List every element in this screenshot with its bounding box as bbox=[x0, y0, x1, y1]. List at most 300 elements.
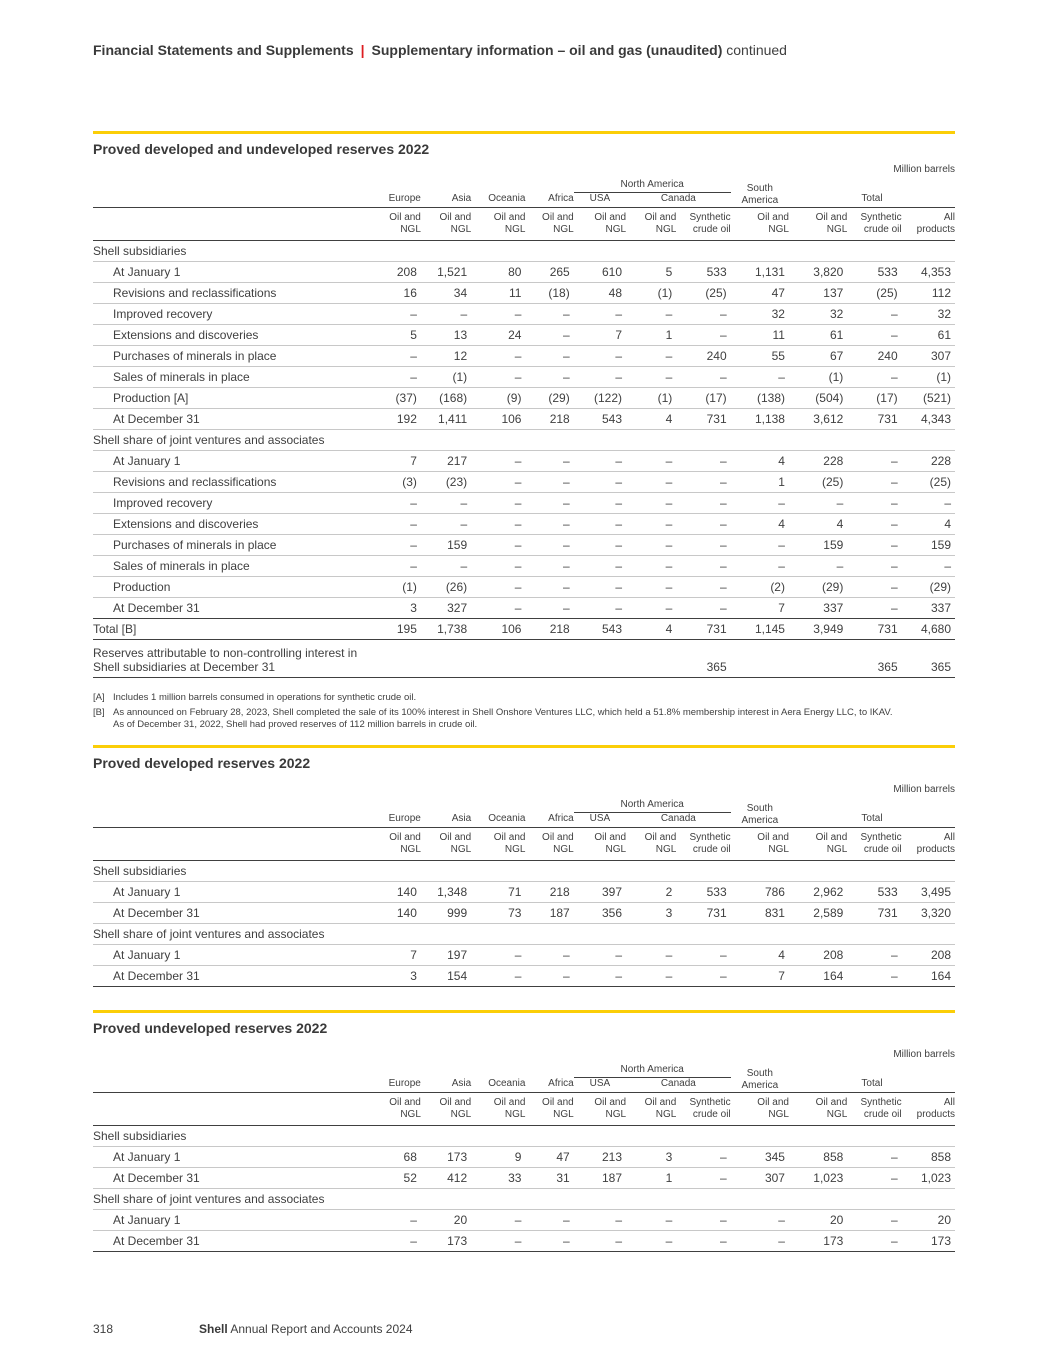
group-row bbox=[93, 241, 955, 262]
product-header bbox=[574, 1093, 626, 1126]
table-cell: 365 bbox=[847, 640, 901, 678]
row-label: Sales of minerals in place bbox=[93, 556, 365, 577]
table-cell: 337 bbox=[902, 598, 955, 619]
header-spacer bbox=[93, 798, 365, 813]
table-cell: – bbox=[471, 367, 525, 388]
table-cell: 137 bbox=[789, 283, 847, 304]
table-cell: – bbox=[421, 493, 471, 514]
table-cell: – bbox=[847, 325, 901, 346]
product-header bbox=[525, 1093, 573, 1126]
region-header: Oceania bbox=[488, 1078, 526, 1089]
table-cell: 55 bbox=[731, 346, 789, 367]
nci-row bbox=[93, 640, 955, 678]
table-cell: 106 bbox=[471, 619, 525, 640]
table-cell: 16 bbox=[365, 283, 421, 304]
table-cell: – bbox=[626, 945, 676, 966]
product-header bbox=[789, 828, 847, 861]
table-row bbox=[93, 577, 955, 598]
header-spacer bbox=[93, 1093, 365, 1126]
table-cell: 187 bbox=[525, 903, 573, 924]
table-cell: 4,343 bbox=[902, 409, 955, 430]
region-header: Africa bbox=[548, 1078, 574, 1089]
units-label: Million barrels bbox=[893, 784, 955, 795]
table-cell: – bbox=[731, 1231, 789, 1252]
table-cell: 4 bbox=[731, 945, 789, 966]
header-section: Financial Statements and Supplements bbox=[93, 42, 354, 58]
row-label: At January 1 bbox=[93, 882, 365, 903]
product-header bbox=[471, 208, 525, 241]
table-cell: 32 bbox=[902, 304, 955, 325]
table-cell: 4,680 bbox=[902, 619, 955, 640]
table-cell: 32 bbox=[731, 304, 789, 325]
product-header bbox=[421, 208, 471, 241]
table-cell: – bbox=[471, 577, 525, 598]
table-cell: 1,411 bbox=[421, 409, 471, 430]
table-cell: (25) bbox=[676, 283, 730, 304]
table-cell: 1,348 bbox=[421, 882, 471, 903]
table-cell: 543 bbox=[574, 409, 626, 430]
product-label: Oil and bbox=[644, 212, 677, 223]
footnote-text-cont: As of December 31, 2022, Shell had proved reserves of 112 million barrels in crude oil. bbox=[113, 719, 478, 730]
product-label: Oil and bbox=[757, 832, 789, 843]
table-cell: 106 bbox=[471, 409, 525, 430]
region-header-south-america bbox=[731, 178, 789, 208]
table-cell bbox=[574, 640, 626, 678]
region-header-south-america bbox=[731, 1063, 789, 1093]
product-header bbox=[626, 828, 676, 861]
table-cell: 187 bbox=[574, 1168, 626, 1189]
table-cell: (29) bbox=[525, 388, 573, 409]
north-america-header: North America bbox=[574, 1063, 731, 1078]
table-cell: – bbox=[676, 577, 730, 598]
section-title: Proved developed reserves 2022 bbox=[93, 755, 311, 771]
table-cell: – bbox=[525, 556, 573, 577]
table-cell: 2,962 bbox=[789, 882, 847, 903]
product-label: crude oil bbox=[863, 224, 902, 235]
table-cell: 159 bbox=[789, 535, 847, 556]
product-header bbox=[789, 1093, 847, 1126]
table-cell: – bbox=[574, 451, 626, 472]
group-label: Shell share of joint ventures and associates bbox=[93, 430, 955, 451]
product-header bbox=[902, 208, 955, 241]
table-cell bbox=[365, 640, 421, 678]
table-cell: 3 bbox=[365, 598, 421, 619]
region-header: USA bbox=[589, 1078, 611, 1089]
table-cell: 731 bbox=[676, 409, 730, 430]
product-header bbox=[847, 1093, 901, 1126]
group-row bbox=[93, 924, 955, 945]
table-cell: 2,589 bbox=[789, 903, 847, 924]
table-cell: 164 bbox=[789, 966, 847, 987]
table-cell: 1,738 bbox=[421, 619, 471, 640]
table-cell: 1,521 bbox=[421, 262, 471, 283]
table-cell: 154 bbox=[421, 966, 471, 987]
table-cell: 48 bbox=[574, 283, 626, 304]
table-cell: 1,138 bbox=[731, 409, 789, 430]
table-cell: – bbox=[676, 325, 730, 346]
table-cell: (17) bbox=[847, 388, 901, 409]
table-cell: – bbox=[847, 472, 901, 493]
table-row bbox=[93, 493, 955, 514]
region-header: Asia bbox=[451, 813, 472, 824]
table-cell: – bbox=[574, 304, 626, 325]
table-cell: 218 bbox=[525, 619, 573, 640]
group-row bbox=[93, 1189, 955, 1210]
table-cell: – bbox=[626, 1210, 676, 1231]
table-cell: – bbox=[574, 966, 626, 987]
footnote-tag: [A] bbox=[93, 692, 105, 703]
table-cell: – bbox=[574, 1231, 626, 1252]
table-row bbox=[93, 514, 955, 535]
product-label: NGL bbox=[605, 224, 627, 235]
table-cell: 412 bbox=[421, 1168, 471, 1189]
region-header-south-america bbox=[731, 798, 789, 828]
page-number: 318 bbox=[93, 1322, 114, 1336]
table-cell: 4 bbox=[731, 514, 789, 535]
table-cell: 61 bbox=[902, 325, 955, 346]
table-cell: – bbox=[731, 1210, 789, 1231]
table-cell: 337 bbox=[789, 598, 847, 619]
group-label: Shell subsidiaries bbox=[93, 861, 955, 882]
table-cell: (18) bbox=[525, 283, 573, 304]
table-cell: 228 bbox=[789, 451, 847, 472]
header-spacer bbox=[93, 208, 365, 241]
row-label: Sales of minerals in place bbox=[93, 367, 365, 388]
table-cell: – bbox=[847, 304, 901, 325]
region-header: Total bbox=[861, 1078, 883, 1089]
product-label: Synthetic bbox=[689, 832, 731, 843]
reserves-table bbox=[93, 1063, 955, 1252]
table-cell: 11 bbox=[731, 325, 789, 346]
row-label: Improved recovery bbox=[93, 493, 365, 514]
header-spacer bbox=[93, 178, 365, 193]
table-cell: (9) bbox=[471, 388, 525, 409]
table-cell: – bbox=[626, 535, 676, 556]
table-cell: – bbox=[626, 577, 676, 598]
group-row bbox=[93, 861, 955, 882]
table-cell: – bbox=[676, 1231, 730, 1252]
row-label: At December 31 bbox=[93, 903, 365, 924]
table-cell: 610 bbox=[574, 262, 626, 283]
table-cell: – bbox=[626, 966, 676, 987]
table-cell: 327 bbox=[421, 598, 471, 619]
product-label: Synthetic bbox=[860, 212, 902, 223]
product-label: Oil and bbox=[439, 1097, 472, 1108]
footnote-text: Includes 1 million barrels consumed in operations for synthetic crude oil. bbox=[113, 692, 417, 703]
product-label: All bbox=[943, 1097, 955, 1108]
table-cell: 47 bbox=[525, 1147, 573, 1168]
table-cell: 68 bbox=[365, 1147, 421, 1168]
product-header bbox=[626, 208, 676, 241]
table-cell: 356 bbox=[574, 903, 626, 924]
product-header bbox=[789, 208, 847, 241]
table-cell: 159 bbox=[421, 535, 471, 556]
table-cell: – bbox=[847, 598, 901, 619]
table-cell: (26) bbox=[421, 577, 471, 598]
footer-report: Annual Report and Accounts 2024 bbox=[230, 1322, 413, 1336]
table-cell: 4 bbox=[902, 514, 955, 535]
table-cell: 533 bbox=[676, 262, 730, 283]
table-row bbox=[93, 451, 955, 472]
table-cell: – bbox=[421, 304, 471, 325]
row-label: Revisions and reclassifications bbox=[93, 283, 365, 304]
table-cell: – bbox=[676, 535, 730, 556]
table-cell: – bbox=[676, 514, 730, 535]
product-label: Synthetic bbox=[860, 832, 902, 843]
table-row bbox=[93, 409, 955, 430]
row-label-line: Shell subsidiaries at December 31 bbox=[93, 660, 276, 674]
table-row bbox=[93, 262, 955, 283]
table-cell: – bbox=[365, 493, 421, 514]
table-row bbox=[93, 472, 955, 493]
table-cell: 33 bbox=[471, 1168, 525, 1189]
table-cell: 173 bbox=[789, 1231, 847, 1252]
reserves-table bbox=[93, 798, 955, 987]
row-label: Purchases of minerals in place bbox=[93, 535, 365, 556]
table-cell: 67 bbox=[789, 346, 847, 367]
product-label: NGL bbox=[768, 1109, 789, 1120]
table-cell: – bbox=[676, 598, 730, 619]
table-cell: 5 bbox=[626, 262, 676, 283]
table-row bbox=[93, 367, 955, 388]
product-label: Oil and bbox=[542, 212, 574, 223]
table-cell: – bbox=[525, 1210, 573, 1231]
product-label: NGL bbox=[605, 1109, 627, 1120]
product-label: Oil and bbox=[439, 832, 472, 843]
product-label: products bbox=[916, 224, 955, 235]
table-cell: 9 bbox=[471, 1147, 525, 1168]
table-cell: (1) bbox=[421, 367, 471, 388]
table-cell: 73 bbox=[471, 903, 525, 924]
product-label: NGL bbox=[655, 224, 677, 235]
table-cell: (122) bbox=[574, 388, 626, 409]
table-cell: (29) bbox=[902, 577, 955, 598]
table-cell bbox=[525, 640, 573, 678]
table-cell: 164 bbox=[902, 966, 955, 987]
table-cell: 831 bbox=[731, 903, 789, 924]
header-spacer bbox=[365, 178, 574, 193]
table-cell: – bbox=[626, 598, 676, 619]
table-cell: 731 bbox=[676, 903, 730, 924]
row-label: Production [A] bbox=[93, 388, 365, 409]
table-cell: 34 bbox=[421, 283, 471, 304]
table-cell: 533 bbox=[847, 262, 901, 283]
region-header: Total bbox=[861, 813, 883, 824]
product-label: crude oil bbox=[863, 844, 902, 855]
product-header bbox=[525, 828, 573, 861]
table-cell: (37) bbox=[365, 388, 421, 409]
table-cell: 786 bbox=[731, 882, 789, 903]
table-cell: – bbox=[847, 577, 901, 598]
table-cell: 731 bbox=[676, 619, 730, 640]
table-cell: 173 bbox=[902, 1231, 955, 1252]
table-cell: – bbox=[525, 325, 573, 346]
table-cell: – bbox=[471, 598, 525, 619]
table-cell: – bbox=[847, 514, 901, 535]
table-cell: (504) bbox=[789, 388, 847, 409]
product-label: NGL bbox=[553, 1109, 574, 1120]
table-cell: (25) bbox=[847, 283, 901, 304]
region-header: USA bbox=[589, 813, 611, 824]
table-cell: – bbox=[525, 514, 573, 535]
table-cell: 1 bbox=[626, 1168, 676, 1189]
product-header bbox=[365, 208, 421, 241]
table-cell: 3 bbox=[626, 903, 676, 924]
table-row bbox=[93, 903, 955, 924]
table-cell: – bbox=[574, 472, 626, 493]
table-cell: (138) bbox=[731, 388, 789, 409]
table-cell: 159 bbox=[902, 535, 955, 556]
row-label: Improved recovery bbox=[93, 304, 365, 325]
table-cell: (25) bbox=[789, 472, 847, 493]
product-label: Synthetic bbox=[860, 1097, 902, 1108]
product-label: Oil and bbox=[594, 1097, 627, 1108]
table-row bbox=[93, 1231, 955, 1252]
product-header bbox=[847, 208, 901, 241]
row-label: Revisions and reclassifications bbox=[93, 472, 365, 493]
group-label: Shell subsidiaries bbox=[93, 1126, 955, 1147]
table-cell: – bbox=[525, 598, 573, 619]
row-label: At January 1 bbox=[93, 262, 365, 283]
table-cell: – bbox=[626, 493, 676, 514]
table-cell: – bbox=[471, 535, 525, 556]
table-cell: – bbox=[365, 535, 421, 556]
product-label: NGL bbox=[605, 844, 627, 855]
table-cell: – bbox=[847, 367, 901, 388]
table-cell: – bbox=[902, 493, 955, 514]
product-header bbox=[847, 828, 901, 861]
table-cell: – bbox=[676, 451, 730, 472]
table-cell: 4,353 bbox=[902, 262, 955, 283]
table-cell: 228 bbox=[902, 451, 955, 472]
table-cell: (1) bbox=[365, 577, 421, 598]
units-label: Million barrels bbox=[893, 1049, 955, 1060]
table-cell: – bbox=[574, 945, 626, 966]
table-cell: – bbox=[525, 577, 573, 598]
table-cell: 307 bbox=[902, 346, 955, 367]
region-header: Oceania bbox=[488, 813, 526, 824]
row-label: Production bbox=[93, 577, 365, 598]
table-cell: 1 bbox=[626, 325, 676, 346]
header-subsection: Supplementary information – oil and gas (unaudited) bbox=[371, 42, 723, 58]
units-label: Million barrels bbox=[893, 164, 955, 175]
table-row bbox=[93, 882, 955, 903]
table-cell: – bbox=[574, 535, 626, 556]
table-cell: 11 bbox=[471, 283, 525, 304]
row-label: At December 31 bbox=[93, 1168, 365, 1189]
region-header: Oceania bbox=[488, 193, 526, 204]
table-cell: – bbox=[574, 1210, 626, 1231]
table-cell: 7 bbox=[731, 598, 789, 619]
header-spacer bbox=[93, 813, 365, 828]
table-cell: – bbox=[471, 472, 525, 493]
table-cell: 731 bbox=[847, 619, 901, 640]
product-label: NGL bbox=[450, 224, 472, 235]
table-cell: – bbox=[676, 367, 730, 388]
table-cell: 3,320 bbox=[902, 903, 955, 924]
section-rule bbox=[93, 131, 955, 134]
table-cell: – bbox=[574, 493, 626, 514]
table-cell: 7 bbox=[731, 966, 789, 987]
table-cell: – bbox=[525, 451, 573, 472]
row-label: At January 1 bbox=[93, 1210, 365, 1231]
table-cell: 173 bbox=[421, 1231, 471, 1252]
table-cell: 12 bbox=[421, 346, 471, 367]
table-cell: 20 bbox=[789, 1210, 847, 1231]
table-cell: – bbox=[731, 367, 789, 388]
table-cell: 543 bbox=[574, 619, 626, 640]
table-row bbox=[93, 598, 955, 619]
table-cell: (1) bbox=[902, 367, 955, 388]
table-cell: – bbox=[471, 304, 525, 325]
product-label: crude oil bbox=[692, 1109, 731, 1120]
product-label: NGL bbox=[826, 844, 848, 855]
table-cell: 365 bbox=[902, 640, 955, 678]
table-cell: 265 bbox=[525, 262, 573, 283]
table-cell: – bbox=[471, 1231, 525, 1252]
footnote-tag: [B] bbox=[93, 707, 105, 718]
table-row bbox=[93, 346, 955, 367]
section-proved-undeveloped bbox=[93, 1010, 955, 1252]
row-label: At January 1 bbox=[93, 451, 365, 472]
header-spacer bbox=[789, 178, 955, 193]
table-cell: – bbox=[471, 966, 525, 987]
table-cell: 365 bbox=[676, 640, 730, 678]
product-label: Oil and bbox=[493, 212, 526, 223]
table-cell: 2 bbox=[626, 882, 676, 903]
product-label: Oil and bbox=[815, 1097, 848, 1108]
product-header bbox=[421, 828, 471, 861]
product-label: NGL bbox=[504, 224, 526, 235]
table-cell: – bbox=[525, 1231, 573, 1252]
row-label: At January 1 bbox=[93, 945, 365, 966]
table-row bbox=[93, 1168, 955, 1189]
table-cell: – bbox=[847, 1168, 901, 1189]
table-cell: – bbox=[847, 945, 901, 966]
product-label: NGL bbox=[655, 1109, 677, 1120]
table-cell: – bbox=[471, 451, 525, 472]
product-label: crude oil bbox=[692, 844, 731, 855]
region-label: America bbox=[741, 1080, 779, 1091]
table-cell: 218 bbox=[525, 882, 573, 903]
table-cell: – bbox=[847, 451, 901, 472]
table-cell: 173 bbox=[421, 1147, 471, 1168]
table-cell: – bbox=[847, 1231, 901, 1252]
product-header bbox=[574, 828, 626, 861]
product-header bbox=[525, 208, 573, 241]
table-cell: – bbox=[676, 1168, 730, 1189]
table-cell: 3,949 bbox=[789, 619, 847, 640]
table-cell bbox=[731, 640, 789, 678]
header-spacer bbox=[789, 1063, 955, 1078]
table-cell: – bbox=[847, 556, 901, 577]
north-america-header: North America bbox=[574, 178, 731, 193]
table-cell: 197 bbox=[421, 945, 471, 966]
table-cell: – bbox=[676, 966, 730, 987]
table-cell: – bbox=[421, 556, 471, 577]
header-spacer bbox=[93, 828, 365, 861]
product-header bbox=[731, 1093, 789, 1126]
product-label: NGL bbox=[553, 844, 574, 855]
table-cell: – bbox=[847, 966, 901, 987]
table-row bbox=[93, 535, 955, 556]
table-cell: – bbox=[676, 945, 730, 966]
table-row bbox=[93, 945, 955, 966]
product-label: Oil and bbox=[389, 832, 421, 843]
product-header bbox=[471, 828, 525, 861]
table-cell: 1,145 bbox=[731, 619, 789, 640]
product-header bbox=[421, 1093, 471, 1126]
